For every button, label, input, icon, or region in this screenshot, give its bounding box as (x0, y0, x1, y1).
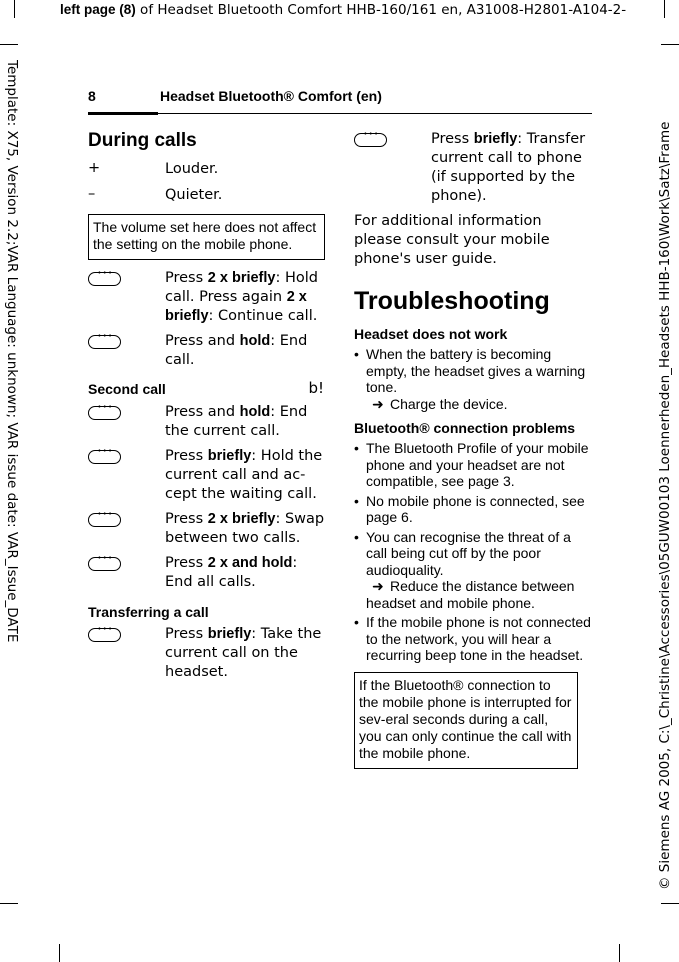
end-all-row (88, 554, 328, 592)
swap-calls-row (88, 510, 328, 548)
crop-mark (619, 944, 620, 962)
multifunction-key-icon (354, 133, 387, 147)
list-item: • You can recognise the threat of a call being cut off by the poor audioquality. ➜ Reduce the distance between headset and mobile phone. (354, 529, 594, 612)
plus-key: + (88, 160, 101, 176)
crop-mark (661, 44, 679, 45)
crop-mark (664, 0, 665, 18)
transfer-phone-text: Press briefly: Transfer current call to phone (if supported by the phone). (431, 131, 586, 204)
copyright-side-text: © Siemens AG 2005, C:\_Christine\Accessories\05GUW00103 Loennerheden_Headsets HHB-160\Work\Satz\Frame (657, 121, 673, 890)
list-item: • No mobile phone is connected, see page 6. (354, 493, 594, 526)
arrow-right-icon: ➜ (372, 578, 384, 594)
swap-calls-text: Press 2 x briefly: Swap between two calls. (165, 511, 325, 546)
transferring-heading: Transferring a call (88, 604, 209, 620)
list-item: • If the mobile phone is not connected to the network, you will hear a recurring beep tone in the headset. (354, 614, 594, 664)
copyright-side-note (657, 60, 677, 890)
multifunction-key-icon (88, 628, 121, 642)
header-rule (88, 113, 592, 114)
list-item: • The Bluetooth Profile of your mobile phone and your headset are not compatible, see page 3. (354, 440, 594, 490)
minus-key: – (88, 186, 96, 202)
end-current-row (88, 403, 328, 441)
bt-problems-heading: Bluetooth® connection problems (354, 420, 576, 436)
multifunction-key-icon (88, 513, 121, 527)
end-all-text: Press 2 x and hold: End all calls. (165, 555, 298, 590)
second-call-header (88, 381, 328, 397)
crop-mark (59, 944, 60, 962)
headset-not-work-list (354, 346, 594, 412)
transfer-phone-row (354, 130, 594, 206)
multifunction-key-icon (88, 335, 121, 349)
volume-note: The volume set here does not affect the setting on the mobile phone. (88, 214, 325, 260)
header-page-ref: left page (8) (60, 2, 136, 17)
end-call-row (88, 332, 328, 370)
take-call-row (88, 625, 328, 682)
hold-call-text: Press 2 x briefly: Hold call. Press again 2 x briefly: Continue call. (165, 270, 318, 324)
during-calls-heading: During calls (88, 130, 197, 151)
bt-problems-list (354, 440, 594, 664)
template-side-text: Template: X75, Version 2.2;VAR Language: unknown; VAR issue date: VAR_Issue_DATE (4, 60, 20, 643)
multifunction-key-icon (88, 450, 121, 464)
bt-interrupt-note: If the Bluetooth® connection to the mobile phone is interrupted for sev-eral seconds during a call, you can only continue the call with the mobile phone. (354, 672, 578, 769)
louder-text: Louder. (165, 161, 219, 177)
accept-waiting-row (88, 447, 328, 504)
left-column (88, 130, 328, 682)
list-item: • When the battery is becoming empty, the headset gives a warning tone. ➜ Charge the device. (354, 346, 594, 412)
header-line (60, 2, 627, 18)
hold-call-row (88, 269, 328, 326)
running-header (88, 86, 592, 114)
end-call-text: Press and hold: End call. (165, 333, 308, 368)
multifunction-key-icon (88, 406, 121, 420)
louder-row (88, 160, 328, 179)
template-side-note (2, 60, 22, 710)
troubleshooting-heading: Troubleshooting (354, 287, 550, 315)
arrow-right-icon: ➜ (372, 395, 384, 412)
multifunction-key-icon (88, 557, 121, 571)
second-call-heading: Second call (88, 381, 166, 397)
running-title: Headset Bluetooth® Comfort (en) (160, 88, 382, 104)
take-call-text: Press briefly: Take the current call on the headset. (165, 626, 322, 680)
additional-info-text: For additional information please consult your mobile phone's user guide. (354, 213, 550, 267)
crop-mark (0, 903, 18, 904)
quieter-row (88, 186, 328, 205)
multifunction-key-icon (88, 272, 121, 286)
right-column (354, 130, 594, 769)
headset-not-work-heading: Headset does not work (354, 326, 508, 342)
header-document-ref: of Headset Bluetooth Comfort HHB-160/161 en, A31008-H2801-A104-2- (135, 2, 627, 18)
end-current-text: Press and hold: End the current call. (165, 404, 308, 439)
network-service-icon: b! (308, 379, 324, 397)
crop-mark (0, 44, 18, 45)
page-number: 8 (88, 88, 96, 104)
crop-mark (14, 0, 15, 18)
crop-mark (661, 903, 679, 904)
accept-waiting-text: Press briefly: Hold the current call and ac-cept the waiting call. (165, 448, 323, 502)
header-rule-accent (88, 112, 158, 115)
quieter-text: Quieter. (165, 187, 223, 203)
